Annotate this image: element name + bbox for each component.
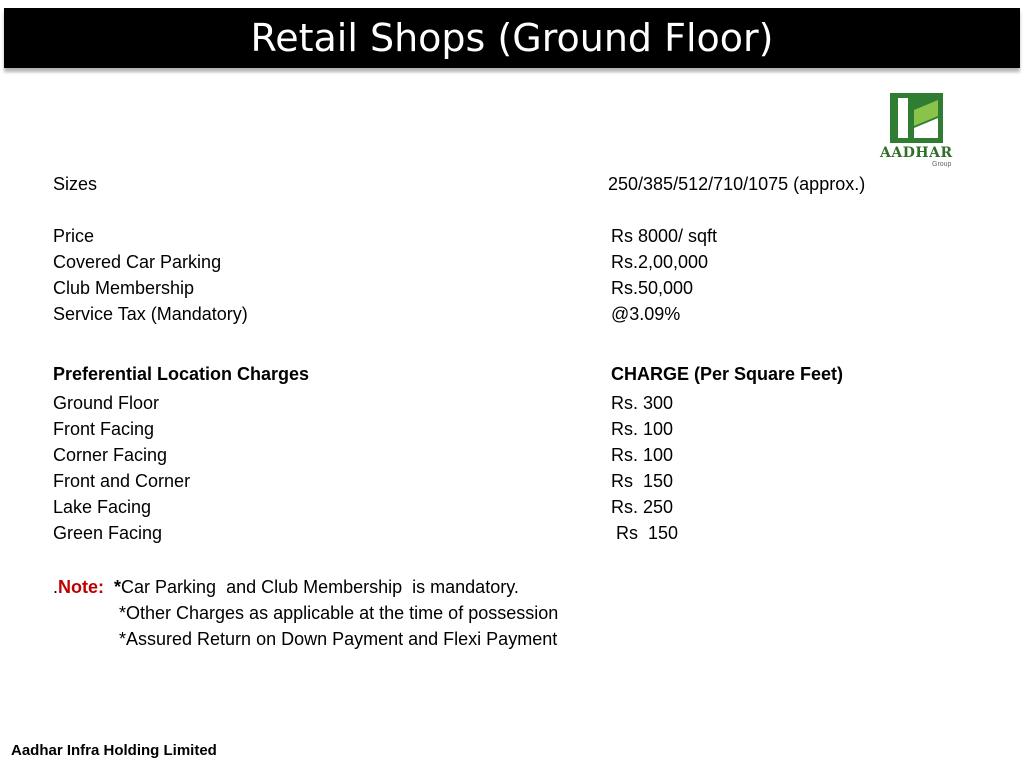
plc-row-label: Ground Floor [53, 393, 160, 413]
plc-row-label: Lake Facing [53, 497, 152, 517]
title-bar [4, 8, 1020, 68]
sizes-value: 250/385/512/710/1075 (approx.) [608, 174, 866, 194]
plc-row-label: Front Facing [53, 419, 155, 439]
plc-row-value: Rs. 100 [611, 419, 674, 439]
logo-subtext: Group [932, 161, 952, 168]
note-label: Note: [58, 577, 115, 597]
price-label: Price [53, 226, 95, 246]
service-tax-value: @3.09% [611, 304, 681, 324]
plc-header-value: CHARGE (Per Square Feet) [611, 364, 844, 384]
sizes-label: Sizes [53, 174, 98, 194]
club-membership-label: Club Membership [53, 278, 195, 298]
plc-row-label: Green Facing [53, 523, 163, 543]
car-parking-value: Rs.2,00,000 [611, 252, 709, 272]
plc-row-value: Rs. 300 [611, 393, 674, 413]
note-star: * [114, 577, 122, 597]
page-title: Retail Shops (Ground Floor) [250, 16, 774, 60]
footer-company: Aadhar Infra Holding Limited [11, 742, 217, 759]
plc-row-label: Corner Facing [53, 445, 168, 465]
aadhar-logo-icon [872, 90, 964, 146]
note-line-1 [53, 576, 519, 598]
plc-header-label: Preferential Location Charges [53, 364, 310, 384]
plc-row-value: Rs 150 [611, 523, 679, 543]
plc-row-value: Rs. 100 [611, 445, 674, 465]
price-value: Rs 8000/ sqft [611, 226, 718, 246]
note-line-3: *Assured Return on Down Payment and Flexi Payment [119, 629, 558, 649]
note-text: Car Parking and Club Membership is mandatory. [121, 577, 519, 597]
plc-row-value: Rs. 250 [611, 497, 674, 517]
plc-row-label: Front and Corner [53, 471, 191, 491]
logo-wordmark: AADHAR [880, 145, 953, 161]
service-tax-label: Service Tax (Mandatory) [53, 304, 248, 324]
club-membership-value: Rs.50,000 [611, 278, 694, 298]
plc-row-value: Rs 150 [611, 471, 674, 491]
car-parking-label: Covered Car Parking [53, 252, 222, 272]
note-prefix: . [53, 577, 59, 597]
note-line-2: *Other Charges as applicable at the time of possession [119, 603, 559, 623]
